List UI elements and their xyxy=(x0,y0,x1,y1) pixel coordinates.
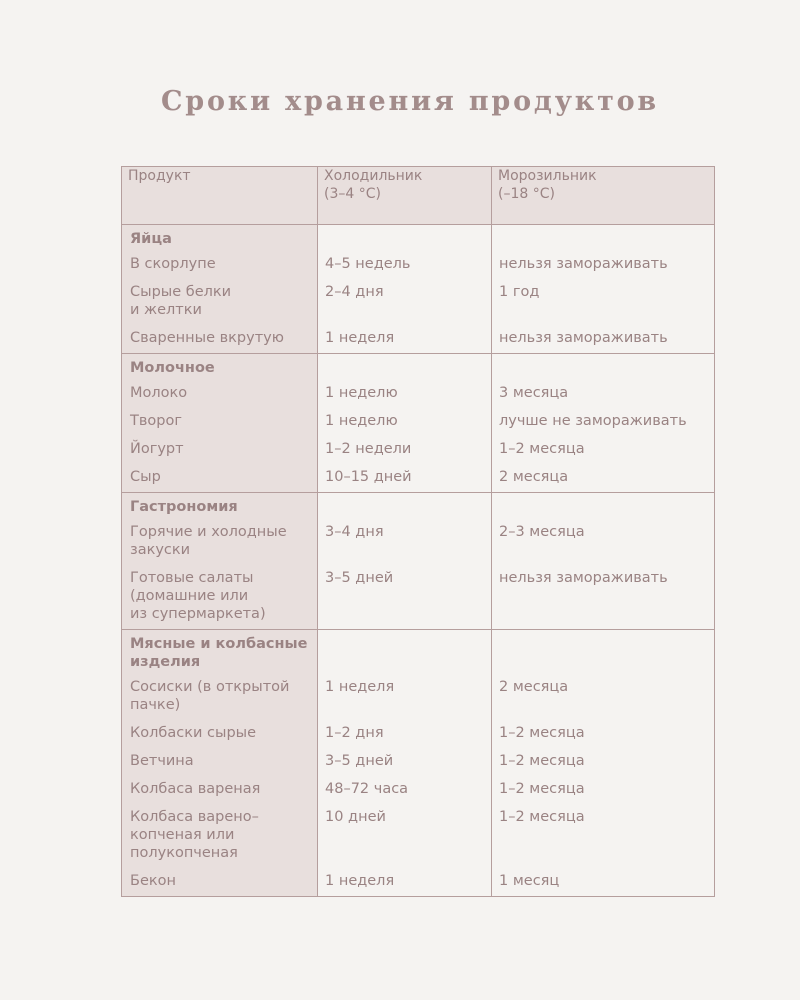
group-eggs xyxy=(122,225,715,354)
fridge-cell: 3–4 дня xyxy=(318,522,492,568)
fridge-cell: 48–72 часа xyxy=(318,779,492,807)
table-row xyxy=(122,568,715,630)
table-row xyxy=(122,439,715,467)
table-row xyxy=(122,254,715,282)
fridge-cell: 3–5 дней xyxy=(318,568,492,630)
freezer-cell: 1 месяц xyxy=(492,871,715,897)
table-row xyxy=(122,282,715,328)
header-product: Продукт xyxy=(122,167,318,225)
group-title: Мясные и колбасные изделия xyxy=(122,630,318,678)
fridge-cell: 1–2 недели xyxy=(318,439,492,467)
product-cell: Молоко xyxy=(122,383,318,411)
product-cell: Сырые белки и желтки xyxy=(122,282,318,328)
group-deli xyxy=(122,493,715,630)
table-header xyxy=(122,167,715,225)
freezer-cell: лучше не замораживать xyxy=(492,411,715,439)
table-row xyxy=(122,751,715,779)
freezer-cell: нельзя замораживать xyxy=(492,328,715,354)
table-row xyxy=(122,807,715,871)
freezer-cell: 2 месяца xyxy=(492,467,715,493)
table-row xyxy=(122,522,715,568)
group-heading-row xyxy=(122,354,715,384)
fridge-cell: 2–4 дня xyxy=(318,282,492,328)
product-cell: Готовые салаты (домашние или из супермаркета) xyxy=(122,568,318,630)
product-cell: Колбаса варено– копченая или полукопченая xyxy=(122,807,318,871)
page-title: Сроки хранения продуктов xyxy=(161,86,659,117)
group-heading-row xyxy=(122,630,715,678)
freezer-cell: 3 месяца xyxy=(492,383,715,411)
fridge-cell: 1 неделя xyxy=(318,677,492,723)
freezer-cell: нельзя замораживать xyxy=(492,254,715,282)
fridge-cell: 1 неделя xyxy=(318,328,492,354)
freezer-cell: 1–2 месяца xyxy=(492,807,715,871)
product-cell: Ветчина xyxy=(122,751,318,779)
product-cell: Йогурт xyxy=(122,439,318,467)
fridge-cell: 1 неделю xyxy=(318,383,492,411)
fridge-cell: 1 неделю xyxy=(318,411,492,439)
table-row xyxy=(122,677,715,723)
group-meat xyxy=(122,630,715,897)
storage-table xyxy=(121,166,715,897)
product-cell: Горячие и холодные закуски xyxy=(122,522,318,568)
fridge-cell: 10 дней xyxy=(318,807,492,871)
table-row xyxy=(122,871,715,897)
fridge-cell: 1 неделя xyxy=(318,871,492,897)
product-cell: Сосиски (в открытой пачке) xyxy=(122,677,318,723)
freezer-cell: 1–2 месяца xyxy=(492,439,715,467)
header-row xyxy=(122,167,715,225)
table-row xyxy=(122,723,715,751)
table-row xyxy=(122,411,715,439)
product-cell: Сваренные вкрутую xyxy=(122,328,318,354)
freezer-cell: нельзя замораживать xyxy=(492,568,715,630)
group-heading-row xyxy=(122,225,715,255)
fridge-cell: 10–15 дней xyxy=(318,467,492,493)
group-dairy xyxy=(122,354,715,493)
freezer-cell: 1–2 месяца xyxy=(492,751,715,779)
header-freezer: Морозильник (–18 °C) xyxy=(492,167,715,225)
product-cell: Творог xyxy=(122,411,318,439)
freezer-cell: 1 год xyxy=(492,282,715,328)
product-cell: Колбаски сырые xyxy=(122,723,318,751)
group-title: Яйца xyxy=(122,225,318,255)
freezer-cell: 1–2 месяца xyxy=(492,779,715,807)
fridge-cell: 3–5 дней xyxy=(318,751,492,779)
product-cell: Колбаса вареная xyxy=(122,779,318,807)
header-fridge: Холодильник (3–4 °C) xyxy=(318,167,492,225)
table-row xyxy=(122,328,715,354)
fridge-cell: 1–2 дня xyxy=(318,723,492,751)
product-cell: Бекон xyxy=(122,871,318,897)
freezer-cell: 1–2 месяца xyxy=(492,723,715,751)
group-title: Молочное xyxy=(122,354,318,384)
group-heading-row xyxy=(122,493,715,523)
freezer-cell: 2 месяца xyxy=(492,677,715,723)
group-title: Гастрономия xyxy=(122,493,318,523)
table-row xyxy=(122,383,715,411)
fridge-cell: 4–5 недель xyxy=(318,254,492,282)
freezer-cell: 2–3 месяца xyxy=(492,522,715,568)
table-row xyxy=(122,779,715,807)
product-cell: Сыр xyxy=(122,467,318,493)
table-row xyxy=(122,467,715,493)
product-cell: В скорлупе xyxy=(122,254,318,282)
